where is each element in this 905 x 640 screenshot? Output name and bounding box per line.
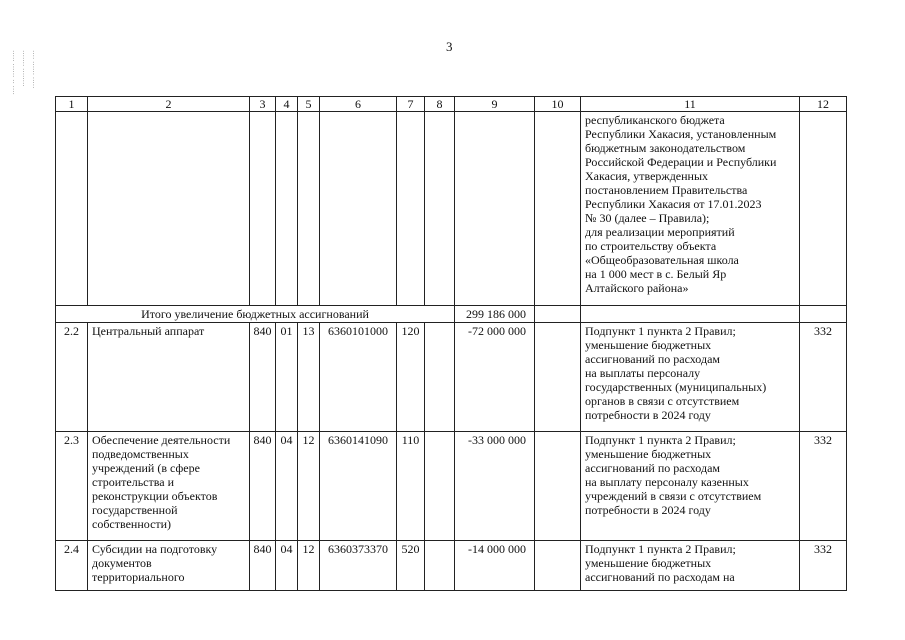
col10-cell	[535, 541, 581, 591]
target-article-code: 6360373370	[320, 541, 397, 591]
col10-cell	[535, 432, 581, 541]
table-row	[56, 432, 847, 541]
row-number: 2.2	[56, 323, 88, 432]
table-row-continuation	[56, 112, 847, 306]
stamp-line: ········ ·······	[20, 50, 28, 87]
ministry-code: 840	[250, 323, 276, 432]
section-code: 04	[276, 432, 298, 541]
amount: -14 000 000	[455, 541, 535, 591]
header-cell: 11	[581, 97, 800, 112]
col8-cell	[425, 541, 455, 591]
side-stamp	[10, 50, 44, 160]
amount: -72 000 000	[455, 323, 535, 432]
expense-name: Субсидии на подготовку документов территориального	[88, 541, 250, 591]
target-article-code: 6360141090	[320, 432, 397, 541]
expense-type-code: 120	[397, 323, 425, 432]
header-cell: 6	[320, 97, 397, 112]
header-cell: 12	[800, 97, 847, 112]
page-number: 3	[446, 39, 453, 54]
expense-name: Центральный аппарат	[88, 323, 250, 432]
header-cell: 10	[535, 97, 581, 112]
col8-cell	[425, 432, 455, 541]
table-row	[56, 323, 847, 432]
table-row	[56, 541, 847, 591]
header-cell: 4	[276, 97, 298, 112]
row-number: 2.4	[56, 541, 88, 591]
header-cell: 5	[298, 97, 320, 112]
justification-cell: республиканского бюджета Республики Хакасия, установленным бюджетным законодательством Российской Федерации и Республики Хакасия, утвержденных постановлением Правительства Республики Хакасия от 17.01.2023 № 30 (далее – Правила); для реализации мероприятий по строительству объекта «Общеобразовательная школа на 1 000 мест в с. Белый Яр Алтайского района»	[581, 112, 800, 306]
subsection-code: 12	[298, 541, 320, 591]
header-row	[56, 97, 847, 112]
total-label: Итого увеличение бюджетных ассигнований	[56, 306, 455, 323]
target-article-code: 6360101000	[320, 323, 397, 432]
section-code: 01	[276, 323, 298, 432]
expense-type-code: 110	[397, 432, 425, 541]
subsection-code: 12	[298, 432, 320, 541]
total-row	[56, 306, 847, 323]
code-cell: 332	[800, 432, 847, 541]
ministry-code: 840	[250, 432, 276, 541]
expense-name: Обеспечение деятельности подведомственных учреждений (в сфере строительства и реконструкции объектов государственной собственности)	[88, 432, 250, 541]
total-amount: 299 186 000	[455, 306, 535, 323]
header-cell: 7	[397, 97, 425, 112]
expense-type-code: 520	[397, 541, 425, 591]
col10-cell	[535, 323, 581, 432]
section-code: 04	[276, 541, 298, 591]
header-cell: 9	[455, 97, 535, 112]
justification-cell: Подпункт 1 пункта 2 Правил; уменьшение бюджетных ассигнований по расходам на выплату персоналу казенных учреждений в связи с отсутствием потребности в 2024 году	[581, 432, 800, 541]
code-cell: 332	[800, 541, 847, 591]
budget-table	[55, 96, 847, 591]
stamp-line: ···· ·· ······ ·····	[10, 50, 18, 95]
header-cell: 8	[425, 97, 455, 112]
header-cell: 1	[56, 97, 88, 112]
justification-cell: Подпункт 1 пункта 2 Правил; уменьшение бюджетных ассигнований по расходам на выплаты персоналу государственных (муниципальных) органов в связи с отсутствием потребности в 2024 году	[581, 323, 800, 432]
justification-cell: Подпункт 1 пункта 2 Правил; уменьшение бюджетных ассигнований по расходам на	[581, 541, 800, 591]
ministry-code: 840	[250, 541, 276, 591]
col8-cell	[425, 323, 455, 432]
header-cell: 3	[250, 97, 276, 112]
amount: -33 000 000	[455, 432, 535, 541]
header-cell: 2	[88, 97, 250, 112]
code-cell: 332	[800, 323, 847, 432]
subsection-code: 13	[298, 323, 320, 432]
row-number: 2.3	[56, 432, 88, 541]
stamp-line: ····· ······ ····	[30, 50, 38, 89]
